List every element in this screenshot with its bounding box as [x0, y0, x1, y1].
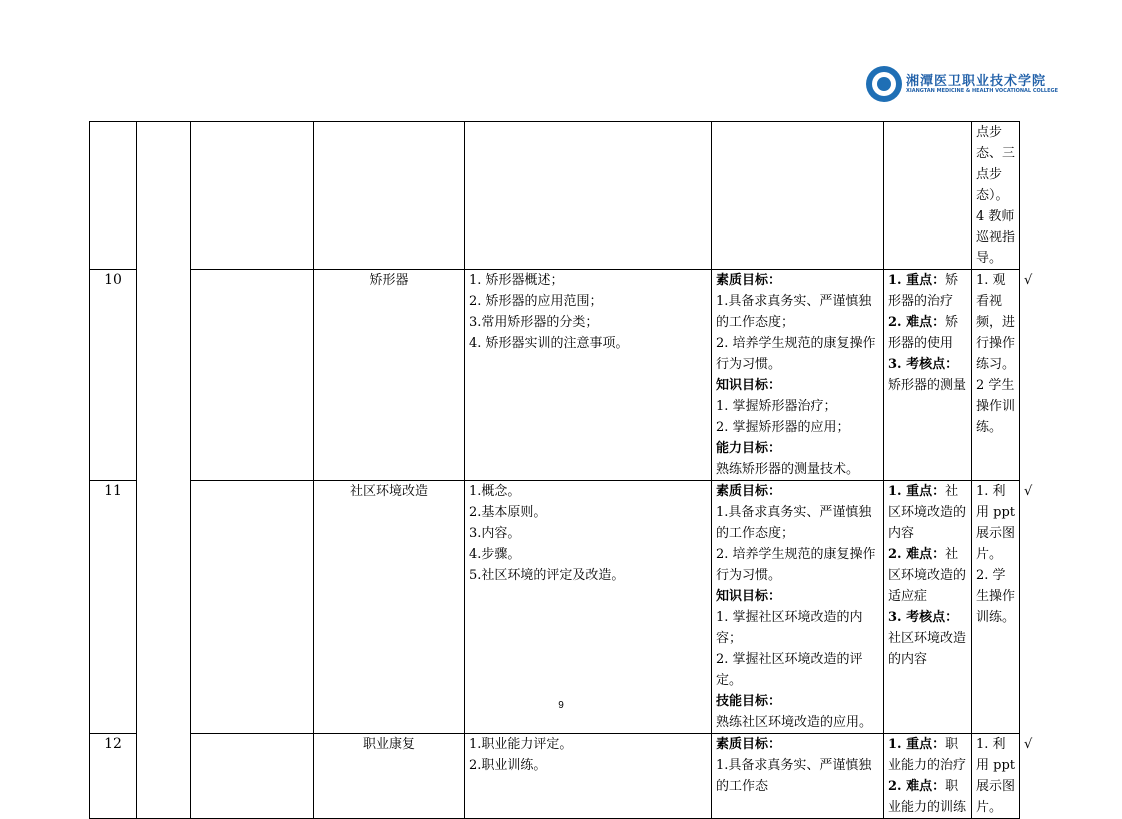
- page-number: 9: [558, 700, 564, 711]
- method-line: 1. 利用 ppt 展示图片。: [976, 484, 1016, 562]
- college-emblem-icon: [866, 66, 902, 102]
- key-point-line: [888, 776, 967, 818]
- goal-heading: 技能目标：: [716, 694, 782, 709]
- key-point-value: 矫形器的使用: [888, 315, 959, 351]
- content-cell: [465, 481, 712, 734]
- key-point-line: [888, 544, 967, 607]
- goal-line: 2. 培养学生规范的康复操作行为习惯。: [716, 336, 876, 372]
- key-point-line: [888, 270, 967, 312]
- goal-line: 熟练矫形器的测量技术。: [716, 462, 860, 477]
- key-point-line: [888, 354, 967, 396]
- goal-line: 1.具备求真务实、严谨慎独的工作态度；: [716, 505, 872, 541]
- goal-line: 熟练社区环境改造的应用。: [716, 715, 873, 730]
- methods-cell: [972, 122, 1020, 270]
- content-line: 4.步骤。: [469, 547, 521, 562]
- empty-cell: [191, 481, 314, 734]
- content-cell: [465, 122, 712, 270]
- row-number: 12: [90, 734, 137, 819]
- empty-cell: [137, 122, 191, 819]
- key-points-cell: [884, 122, 972, 270]
- college-logo: [866, 66, 1059, 104]
- table-row: 11 社区环境改造 1.概念。 2.基本原则。 3.内容。 4.步骤。 5.社区环境的评定及改造。 素质目标： 1.具备求真务实、严谨慎独的工作态度； 2. 培养学生规范的康复操作行为习惯。 知识目标： 1. 掌握社区环境改造的内容； 2. 掌握社区环境改造的评定。 技能目标： 熟练社区环境改造的应用。 1. 重点：社区环境改造的内容 2. 难点：社区环境改造的适应症 3. 考核点：社区环境改造的内容 1. 利用 ppt 展示图片。 2. 学生操作训练。 √: [90, 481, 1020, 734]
- method-line: 2 学生操作训练。: [976, 378, 1016, 435]
- method-line: 2. 学生操作训练。: [976, 568, 1016, 625]
- key-point-label: 1. 重点：: [888, 737, 946, 752]
- key-points-cell: [884, 270, 972, 481]
- logo-chinese-name: 湘潭医卫职业技术学院: [906, 74, 1047, 89]
- goal-heading: 素质目标：: [716, 273, 782, 288]
- content-line: 2. 矫形器的应用范围；: [469, 294, 603, 309]
- empty-cell: [191, 122, 314, 270]
- key-point-label: 3. 考核点：: [888, 357, 959, 372]
- goal-line: 2. 培养学生规范的康复操作行为习惯。: [716, 547, 876, 583]
- goal-heading: 素质目标：: [716, 484, 782, 499]
- curriculum-table: [89, 121, 1033, 819]
- item-name: 社区环境改造: [314, 481, 465, 734]
- key-point-line: [888, 481, 967, 544]
- content-cell: [465, 270, 712, 481]
- goal-heading: 知识目标：: [716, 589, 782, 604]
- key-point-line: [888, 312, 967, 354]
- content-line: 1.职业能力评定。: [469, 737, 573, 752]
- item-name: 矫形器: [314, 270, 465, 481]
- goals-cell: [712, 122, 884, 270]
- key-points-cell: [884, 734, 972, 819]
- goal-heading: 素质目标：: [716, 737, 782, 752]
- key-points-cell: [884, 481, 972, 734]
- goals-cell: [712, 270, 884, 481]
- table-row: 12 职业康复 1.职业能力评定。 2.职业训练。 素质目标： 1.具备求真务实、严谨慎独的工作态 1. 重点：职业能力的治疗 2. 难点：职业能力的训练 1. 利用 ppt 展示图片。 √: [90, 734, 1020, 819]
- key-point-label: 1. 重点：: [888, 484, 946, 499]
- method-line: 点步态、三点步态）。: [976, 125, 1016, 203]
- content-line: 3.常用矫形器的分类；: [469, 315, 599, 330]
- table-row: [90, 122, 1020, 270]
- goal-heading: 知识目标：: [716, 378, 782, 393]
- content-line: 1. 矫形器概述；: [469, 273, 564, 288]
- content-line: 2.基本原则。: [469, 505, 547, 520]
- content-cell: [465, 734, 712, 819]
- item-name: 职业康复: [314, 734, 465, 819]
- key-point-label: 2. 难点：: [888, 779, 946, 794]
- key-point-label: 3. 考核点：: [888, 610, 959, 625]
- content-line: 4. 矫形器实训的注意事项。: [469, 336, 629, 351]
- methods-cell: [972, 734, 1020, 819]
- key-point-value: 职业能力的训练: [888, 779, 967, 815]
- row-number: 10: [90, 270, 137, 481]
- method-line: 4 教师巡视指导。: [976, 209, 1016, 266]
- content-line: 2.职业训练。: [469, 758, 547, 773]
- methods-cell: [972, 270, 1020, 481]
- goals-cell: [712, 481, 884, 734]
- content-line: 3.内容。: [469, 526, 521, 541]
- methods-cell: [972, 481, 1020, 734]
- logo-english-name: XIANGTAN MEDICINE & HEALTH VOCATIONAL COLLEGE: [906, 88, 1059, 94]
- key-point-value: 社区环境改造的内容: [888, 484, 967, 541]
- content-line: 1.概念。: [469, 484, 521, 499]
- key-point-value: 矫形器的测量: [888, 378, 967, 393]
- method-line: 1. 利用 ppt 展示图片。: [976, 737, 1016, 815]
- goal-line: 1.具备求真务实、严谨慎独的工作态: [716, 758, 872, 794]
- goal-line: 1. 掌握矫形器治疗；: [716, 399, 837, 414]
- method-line: 1. 观看视频，进行操作练习。: [976, 273, 1016, 372]
- table-row: 10 矫形器 1. 矫形器概述； 2. 矫形器的应用范围； 3.常用矫形器的分类； 4. 矫形器实训的注意事项。 素质目标： 1.具备求真务实、严谨慎独的工作态度； 2. 培养学生规范的康复操作行为习惯。 知识目标： 1. 掌握矫形器治疗； 2. 掌握矫形器的应用； 能力目标： 熟练矫形器的测量技术。 1. 重点：矫形器的治疗 2. 难点：矫形器的使用 3. 考核点：矫形器的测量 1. 观看视频，进行操作练习。 2 学生操作训练。 √: [90, 270, 1020, 481]
- goals-cell: [712, 734, 884, 819]
- goal-line: 1.具备求真务实、严谨慎独的工作态度；: [716, 294, 872, 330]
- item-name: [314, 122, 465, 270]
- key-point-label: 2. 难点：: [888, 315, 946, 330]
- goal-line: 2. 掌握社区环境改造的评定。: [716, 652, 863, 688]
- empty-cell: [191, 270, 314, 481]
- key-point-line: [888, 607, 967, 670]
- key-point-value: 职业能力的治疗: [888, 737, 967, 773]
- goal-line: 2. 掌握矫形器的应用；: [716, 420, 850, 435]
- goal-heading: 能力目标：: [716, 441, 782, 456]
- content-line: 5.社区环境的评定及改造。: [469, 568, 625, 583]
- row-number: 11: [90, 481, 137, 734]
- key-point-value: 社区环境改造的内容: [888, 631, 967, 667]
- key-point-label: 1. 重点：: [888, 273, 946, 288]
- empty-cell: [191, 734, 314, 819]
- goal-line: 1. 掌握社区环境改造的内容；: [716, 610, 863, 646]
- key-point-label: 2. 难点：: [888, 547, 946, 562]
- row-number: [90, 122, 137, 270]
- key-point-value: 矫形器的治疗: [888, 273, 959, 309]
- key-point-value: 社区环境改造的适应症: [888, 547, 967, 604]
- key-point-line: [888, 734, 967, 776]
